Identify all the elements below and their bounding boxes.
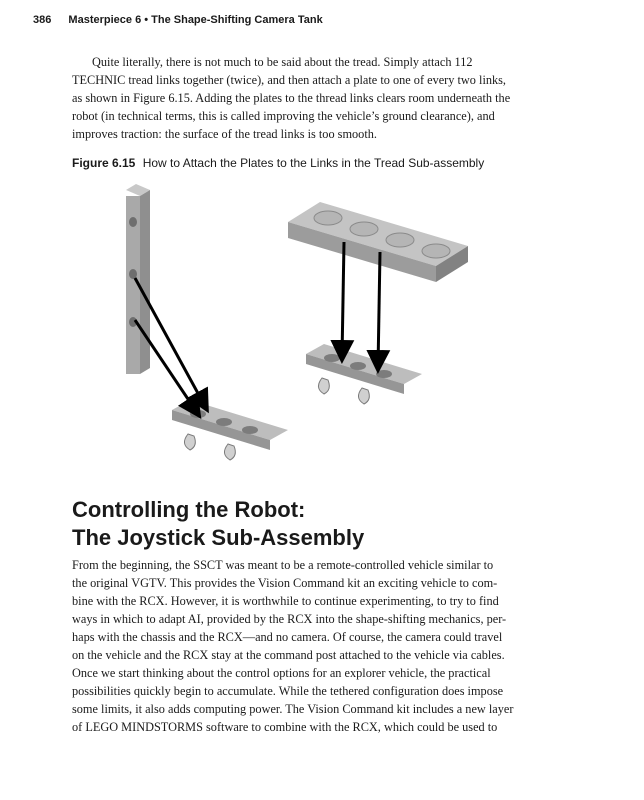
text-line: TECHNIC tread links together (twice), and then attach a plate to one of every two links, bbox=[72, 73, 507, 87]
text-line: Quite literally, there is not much to be said about the tread. Simply attach 112 bbox=[92, 55, 473, 69]
intro-paragraph bbox=[72, 53, 558, 143]
text-line: robot (in technical terms, this is called improving the vehicle’s ground clearance), and bbox=[72, 109, 495, 123]
text-line: possibilities quickly begin to accumulate. While the tethered configuration does impose bbox=[72, 684, 504, 698]
page-number: 386 bbox=[33, 14, 52, 26]
running-header bbox=[33, 14, 323, 26]
text-line: From the beginning, the SSCT was meant to be a remote-controlled vehicle similar to bbox=[72, 558, 494, 572]
text-line: the original VGTV. This provides the Vision Command kit an exciting vehicle to com- bbox=[72, 576, 498, 590]
text-line: of LEGO MINDSTORMS software to combine with the RCX, which could be used to bbox=[72, 720, 498, 734]
text-line: some limits, it also adds computing power. The Vision Command kit includes a new layer bbox=[72, 702, 514, 716]
text-line: as shown in Figure 6.15. Adding the plates to the thread links clears room underneath the bbox=[72, 91, 511, 105]
tread-link-right bbox=[306, 344, 422, 404]
heading-line-1: Controlling the Robot: bbox=[72, 497, 306, 522]
heading-line-2: The Joystick Sub-Assembly bbox=[72, 525, 365, 550]
text-line: Once we start thinking about the control options for an explorer vehicle, the practical bbox=[72, 666, 491, 680]
figure-title: How to Attach the Plates to the Links in the Tread Sub-assembly bbox=[142, 156, 485, 170]
text-line: improves traction: the surface of the tread links is too smooth. bbox=[72, 127, 377, 141]
text-line: haps with the chassis and the RCX—and no camera. Of course, the camera could travel bbox=[72, 630, 503, 644]
text-line: ways in which to adapt AI, provided by the RCX into the shape-shifting mechanics, per- bbox=[72, 612, 507, 626]
figure-illustration bbox=[110, 182, 490, 472]
text-line: bine with the RCX. However, it is worthwhile to continue experimenting, to try to find bbox=[72, 594, 499, 608]
body-paragraph bbox=[72, 556, 558, 736]
running-title: Masterpiece 6 • The Shape-Shifting Camera Tank bbox=[68, 14, 323, 26]
vertical-beam-piece bbox=[126, 184, 150, 374]
text-line: on the vehicle and the RCX stay at the command post attached to the vehicle via cables. bbox=[72, 648, 505, 662]
figure-caption bbox=[72, 156, 484, 170]
tread-link-left bbox=[172, 400, 288, 460]
section-heading bbox=[72, 496, 364, 552]
assembly-arrows bbox=[135, 242, 380, 414]
figure-label: Figure 6.15 bbox=[72, 156, 136, 170]
plate-piece bbox=[288, 202, 468, 282]
